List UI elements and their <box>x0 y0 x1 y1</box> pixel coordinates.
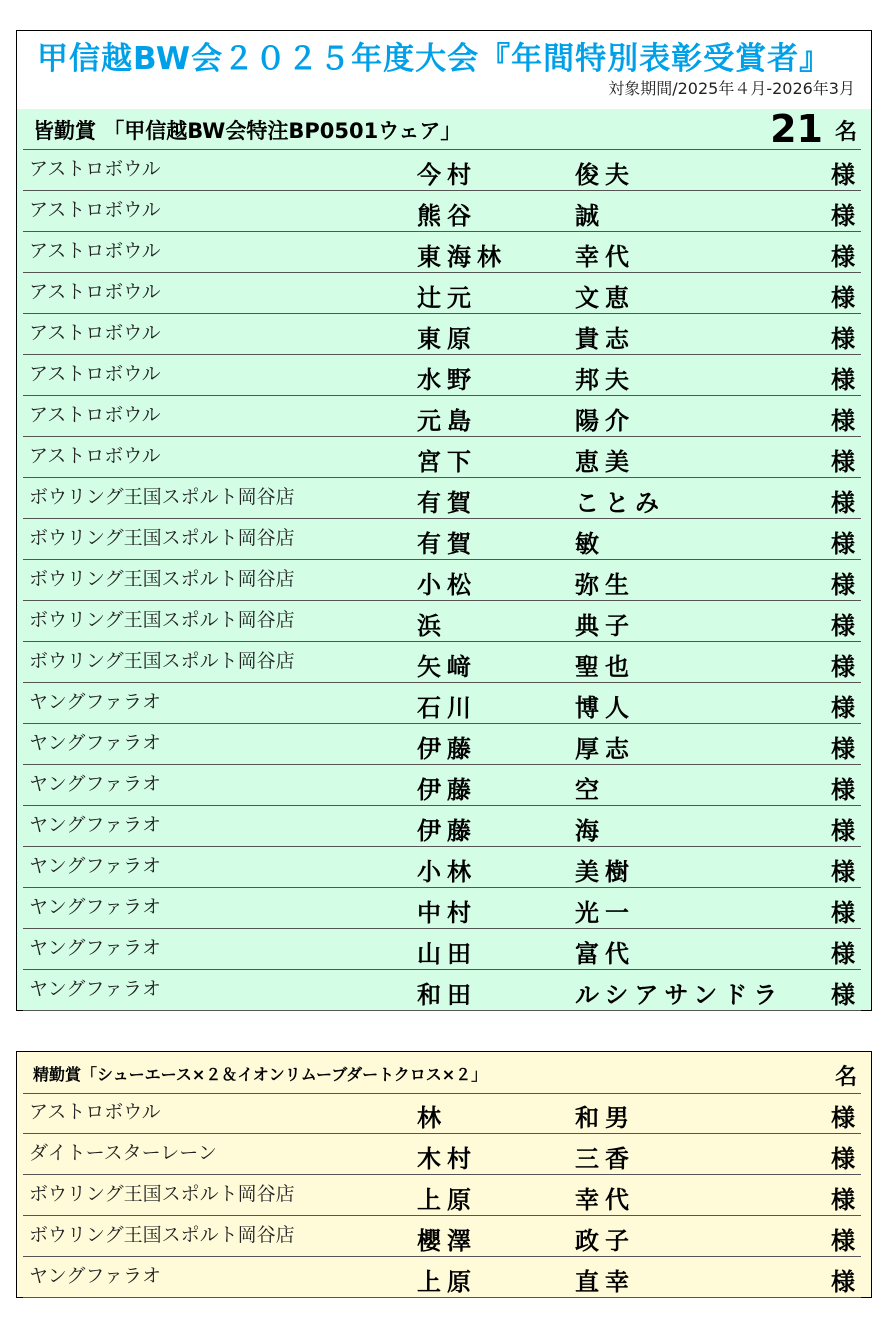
surname: 林 <box>417 1103 447 1132</box>
recipient-row <box>23 765 861 806</box>
surname: 水野 <box>417 365 477 394</box>
recipient-row <box>23 847 861 888</box>
surname: 矢﨑 <box>417 652 477 681</box>
page-title: 甲信越BW会２０２５年度大会『年間特別表彰受賞者』 <box>37 41 832 77</box>
honorific: 様 <box>831 734 855 763</box>
recipient-row <box>23 478 861 519</box>
store-name: アストロボウル <box>29 445 161 467</box>
store-name: アストロボウル <box>29 240 161 262</box>
surname: 上原 <box>417 1185 477 1214</box>
given-name: 政子 <box>575 1226 635 1255</box>
recipient-list <box>23 150 861 1011</box>
given-name: 直幸 <box>575 1267 635 1296</box>
given-name: 三香 <box>575 1144 635 1173</box>
store-name: ヤングファラオ <box>29 773 162 795</box>
given-name: 文恵 <box>575 283 635 312</box>
given-name: 聖也 <box>575 652 635 681</box>
store-name: ボウリング王国スポルト岡谷店 <box>29 486 295 508</box>
surname: 小松 <box>417 570 477 599</box>
honorific: 様 <box>831 160 855 189</box>
honorific: 様 <box>831 1267 855 1296</box>
honorific: 様 <box>831 693 855 722</box>
surname: 熊谷 <box>417 201 477 230</box>
surname: 石川 <box>417 693 477 722</box>
recipient-row <box>23 396 861 437</box>
store-name: ボウリング王国スポルト岡谷店 <box>29 609 295 631</box>
surname: 小林 <box>417 857 477 886</box>
store-name: アストロボウル <box>29 363 161 385</box>
honorific: 様 <box>831 488 855 517</box>
surname: 中村 <box>417 898 477 927</box>
award-header <box>23 109 861 150</box>
honorific: 様 <box>831 939 855 968</box>
surname: 上原 <box>417 1267 477 1296</box>
recipient-row <box>23 232 861 273</box>
recipient-list <box>23 1093 861 1298</box>
surname: 宮下 <box>417 447 477 476</box>
given-name: ことみ <box>575 488 665 517</box>
recipient-row <box>23 888 861 929</box>
recipient-row <box>23 601 861 642</box>
recipient-row <box>23 724 861 765</box>
honorific: 様 <box>831 1144 855 1173</box>
store-name: ボウリング王国スポルト岡谷店 <box>29 527 295 549</box>
honorific: 様 <box>831 201 855 230</box>
surname: 和田 <box>417 980 477 1009</box>
given-name: 陽介 <box>575 406 635 435</box>
surname: 伊藤 <box>417 775 477 804</box>
given-name: 典子 <box>575 611 635 640</box>
recipient-row <box>23 314 861 355</box>
recipient-row <box>23 1257 861 1298</box>
honorific: 様 <box>831 406 855 435</box>
honorific: 様 <box>831 324 855 353</box>
diligence-award-section <box>16 1051 872 1298</box>
surname: 辻元 <box>417 283 477 312</box>
store-name: ヤングファラオ <box>29 855 162 877</box>
honorific: 様 <box>831 447 855 476</box>
recipient-row <box>23 1093 861 1134</box>
store-name: アストロボウル <box>29 199 161 221</box>
given-name: 海 <box>575 816 605 845</box>
store-name: ボウリング王国スポルト岡谷店 <box>29 1183 295 1205</box>
recipient-row <box>23 929 861 970</box>
surname: 櫻澤 <box>417 1226 477 1255</box>
store-name: ヤングファラオ <box>29 814 162 836</box>
award-title: 皆勤賞 「甲信越BW会特注BP0501ウェア」 <box>33 119 462 143</box>
perfect-attendance-section <box>16 30 872 1011</box>
given-name: 幸代 <box>575 1185 635 1214</box>
given-name: 弥生 <box>575 570 635 599</box>
store-name: ヤングファラオ <box>29 1265 162 1287</box>
recipient-row <box>23 437 861 478</box>
award-unit: 名 <box>834 119 857 145</box>
target-period: 対象期間/2025年４月-2026年3月 <box>608 79 855 98</box>
honorific: 様 <box>831 816 855 845</box>
honorific: 様 <box>831 1226 855 1255</box>
given-name: 美樹 <box>575 857 635 886</box>
store-name: ヤングファラオ <box>29 896 162 918</box>
store-name: ヤングファラオ <box>29 978 162 1000</box>
given-name: 俊夫 <box>575 160 635 189</box>
surname: 今村 <box>417 160 477 189</box>
recipient-row <box>23 1134 861 1175</box>
surname: 有賀 <box>417 488 477 517</box>
award-unit: 名 <box>834 1064 857 1090</box>
recipient-row <box>23 150 861 191</box>
store-name: ボウリング王国スポルト岡谷店 <box>29 1224 295 1246</box>
given-name: 空 <box>575 775 605 804</box>
given-name: 厚志 <box>575 734 635 763</box>
given-name: 光一 <box>575 898 635 927</box>
store-name: ボウリング王国スポルト岡谷店 <box>29 568 295 590</box>
given-name: 誠 <box>575 201 605 230</box>
given-name: 和男 <box>575 1103 635 1132</box>
surname: 浜 <box>417 611 447 640</box>
recipient-row <box>23 683 861 724</box>
surname: 元島 <box>417 406 477 435</box>
honorific: 様 <box>831 775 855 804</box>
store-name: ヤングファラオ <box>29 937 162 959</box>
honorific: 様 <box>831 611 855 640</box>
recipient-row <box>23 191 861 232</box>
surname: 東海林 <box>417 242 507 271</box>
surname: 木村 <box>417 1144 477 1173</box>
given-name: 恵美 <box>575 447 635 476</box>
recipient-row <box>23 970 861 1011</box>
store-name: アストロボウル <box>29 281 161 303</box>
given-name: 幸代 <box>575 242 635 271</box>
honorific: 様 <box>831 652 855 681</box>
surname: 伊藤 <box>417 816 477 845</box>
recipient-row <box>23 560 861 601</box>
store-name: ダイトースターレーン <box>29 1142 217 1164</box>
honorific: 様 <box>831 1103 855 1132</box>
honorific: 様 <box>831 857 855 886</box>
store-name: アストロボウル <box>29 404 161 426</box>
given-name: 邦夫 <box>575 365 635 394</box>
given-name: 富代 <box>575 939 635 968</box>
surname: 伊藤 <box>417 734 477 763</box>
honorific: 様 <box>831 242 855 271</box>
store-name: ボウリング王国スポルト岡谷店 <box>29 650 295 672</box>
recipient-row <box>23 1175 861 1216</box>
title-area <box>17 31 871 110</box>
recipient-row <box>23 642 861 683</box>
honorific: 様 <box>831 365 855 394</box>
recipient-row <box>23 355 861 396</box>
given-name: 敏 <box>575 529 605 558</box>
award-count: 21 <box>770 107 823 151</box>
surname: 山田 <box>417 939 477 968</box>
honorific: 様 <box>831 980 855 1009</box>
store-name: アストロボウル <box>29 1101 161 1123</box>
award-title: 精勤賞「シューエース×２＆イオンリムーブダートクロス×２」 <box>33 1065 488 1084</box>
store-name: ヤングファラオ <box>29 732 162 754</box>
honorific: 様 <box>831 898 855 927</box>
recipient-row <box>23 273 861 314</box>
surname: 有賀 <box>417 529 477 558</box>
given-name: ルシアサンドラ <box>575 980 784 1009</box>
store-name: アストロボウル <box>29 322 161 344</box>
honorific: 様 <box>831 1185 855 1214</box>
honorific: 様 <box>831 529 855 558</box>
given-name: 博人 <box>575 693 635 722</box>
honorific: 様 <box>831 283 855 312</box>
award-header <box>23 1052 861 1094</box>
surname: 東原 <box>417 324 477 353</box>
store-name: アストロボウル <box>29 158 161 180</box>
recipient-row <box>23 519 861 560</box>
store-name: ヤングファラオ <box>29 691 162 713</box>
recipient-row <box>23 806 861 847</box>
given-name: 貴志 <box>575 324 635 353</box>
honorific: 様 <box>831 570 855 599</box>
recipient-row <box>23 1216 861 1257</box>
